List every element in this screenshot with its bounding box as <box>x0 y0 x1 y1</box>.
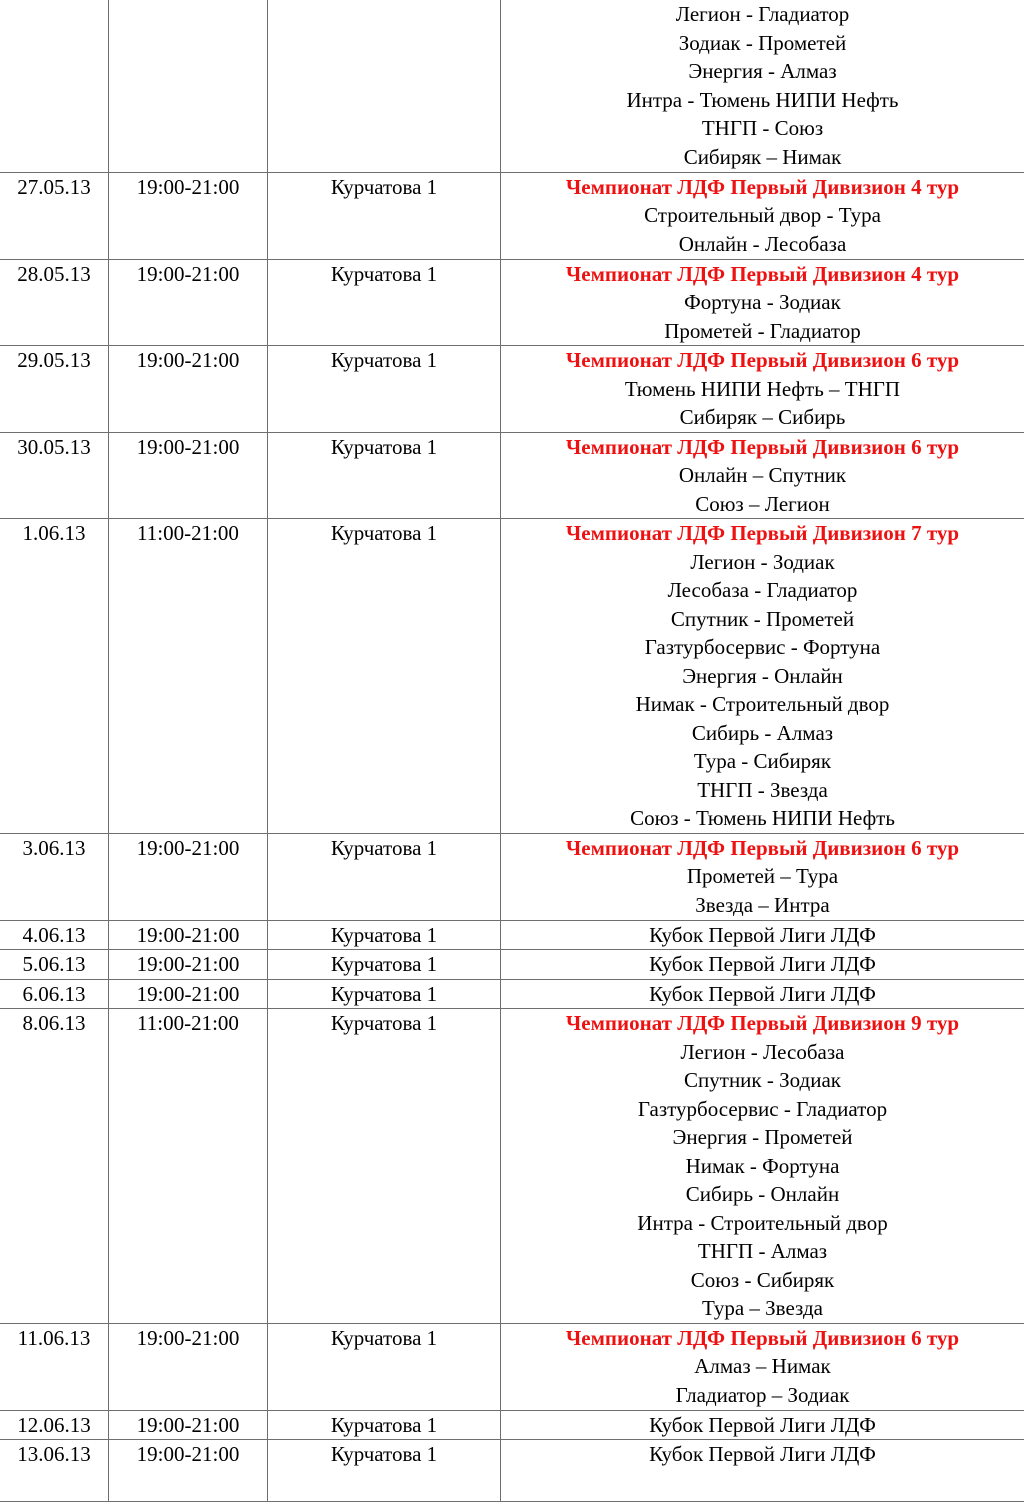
match-line: Звезда – Интра <box>501 891 1024 920</box>
date-cell: 27.05.13 <box>0 172 109 259</box>
match-line: Тура – Звезда <box>501 1294 1024 1323</box>
tournament-heading: Чемпионат ЛДФ Первый Дивизион 4 тур <box>501 260 1024 289</box>
matches-cell <box>501 1323 1024 1410</box>
schedule-row <box>0 346 1024 433</box>
schedule-row <box>0 172 1024 259</box>
time-cell: 19:00-21:00 <box>109 950 268 980</box>
match-line: Тура - Сибиряк <box>501 747 1024 776</box>
match-line: Онлайн - Лесобаза <box>501 230 1024 259</box>
match-line: Союз - Тюмень НИПИ Нефть <box>501 804 1024 833</box>
venue-cell <box>268 0 501 172</box>
venue-cell: Курчатова 1 <box>268 259 501 346</box>
match-line: Кубок Первой Лиги ЛДФ <box>501 1411 1024 1440</box>
schedule-row <box>0 833 1024 920</box>
match-line: Интра - Строительный двор <box>501 1209 1024 1238</box>
match-line: Союз - Сибиряк <box>501 1266 1024 1295</box>
match-line: Кубок Первой Лиги ЛДФ <box>501 950 1024 979</box>
matches-cell <box>501 1440 1024 1502</box>
venue-cell: Курчатова 1 <box>268 950 501 980</box>
match-line: Спутник - Зодиак <box>501 1066 1024 1095</box>
matches-cell <box>501 979 1024 1009</box>
match-line: Сибиряк – Сибирь <box>501 403 1024 432</box>
match-line: Сибирь - Онлайн <box>501 1180 1024 1209</box>
date-cell: 1.06.13 <box>0 519 109 834</box>
schedule-row <box>0 0 1024 172</box>
time-cell: 11:00-21:00 <box>109 1009 268 1324</box>
venue-cell: Курчатова 1 <box>268 172 501 259</box>
match-line: Энергия - Прометей <box>501 1123 1024 1152</box>
match-line: Гладиатор – Зодиак <box>501 1381 1024 1410</box>
tournament-heading: Чемпионат ЛДФ Первый Дивизион 9 тур <box>501 1009 1024 1038</box>
match-line: Нимак - Строительный двор <box>501 690 1024 719</box>
time-cell: 19:00-21:00 <box>109 1410 268 1440</box>
venue-cell: Курчатова 1 <box>268 920 501 950</box>
schedule-row <box>0 1009 1024 1324</box>
date-cell: 13.06.13 <box>0 1440 109 1502</box>
time-cell: 19:00-21:00 <box>109 1323 268 1410</box>
match-line: Энергия - Онлайн <box>501 662 1024 691</box>
schedule-row <box>0 920 1024 950</box>
match-line: Алмаз – Нимак <box>501 1352 1024 1381</box>
time-cell: 19:00-21:00 <box>109 259 268 346</box>
match-line: Прометей - Гладиатор <box>501 317 1024 346</box>
match-line: ТНГП - Союз <box>501 114 1024 143</box>
match-line: Энергия - Алмаз <box>501 57 1024 86</box>
time-cell: 19:00-21:00 <box>109 432 268 519</box>
venue-cell: Курчатова 1 <box>268 1410 501 1440</box>
date-cell: 28.05.13 <box>0 259 109 346</box>
venue-cell: Курчатова 1 <box>268 519 501 834</box>
match-line: Кубок Первой Лиги ЛДФ <box>501 1440 1024 1469</box>
date-cell: 11.06.13 <box>0 1323 109 1410</box>
schedule-row <box>0 432 1024 519</box>
date-cell: 5.06.13 <box>0 950 109 980</box>
matches-cell <box>501 172 1024 259</box>
tournament-heading: Чемпионат ЛДФ Первый Дивизион 4 тур <box>501 173 1024 202</box>
match-line: Сибиряк – Нимак <box>501 143 1024 172</box>
tournament-heading: Чемпионат ЛДФ Первый Дивизион 6 тур <box>501 433 1024 462</box>
venue-cell: Курчатова 1 <box>268 833 501 920</box>
date-cell: 4.06.13 <box>0 920 109 950</box>
match-line: Легион - Гладиатор <box>501 0 1024 29</box>
match-line: Лесобаза - Гладиатор <box>501 576 1024 605</box>
match-line: Газтурбосервис - Гладиатор <box>501 1095 1024 1124</box>
matches-cell <box>501 346 1024 433</box>
match-line: Зодиак - Прометей <box>501 29 1024 58</box>
date-cell <box>0 0 109 172</box>
schedule-row <box>0 1323 1024 1410</box>
time-cell: 19:00-21:00 <box>109 1440 268 1502</box>
matches-cell <box>501 1410 1024 1440</box>
schedule-row <box>0 259 1024 346</box>
time-cell: 11:00-21:00 <box>109 519 268 834</box>
match-line: Строительный двор - Тура <box>501 201 1024 230</box>
match-line: Кубок Первой Лиги ЛДФ <box>501 921 1024 950</box>
match-line: Сибирь - Алмаз <box>501 719 1024 748</box>
tournament-heading: Чемпионат ЛДФ Первый Дивизион 6 тур <box>501 1324 1024 1353</box>
venue-cell: Курчатова 1 <box>268 1323 501 1410</box>
schedule-row <box>0 950 1024 980</box>
schedule-row <box>0 979 1024 1009</box>
match-line: Фортуна - Зодиак <box>501 288 1024 317</box>
date-cell: 3.06.13 <box>0 833 109 920</box>
match-line: Интра - Тюмень НИПИ Нефть <box>501 86 1024 115</box>
venue-cell: Курчатова 1 <box>268 979 501 1009</box>
matches-cell <box>501 950 1024 980</box>
venue-cell: Курчатова 1 <box>268 1009 501 1324</box>
match-line: Кубок Первой Лиги ЛДФ <box>501 980 1024 1009</box>
matches-cell <box>501 833 1024 920</box>
date-cell: 29.05.13 <box>0 346 109 433</box>
venue-cell: Курчатова 1 <box>268 432 501 519</box>
matches-cell <box>501 519 1024 834</box>
matches-cell <box>501 920 1024 950</box>
match-line: Тюмень НИПИ Нефть – ТНГП <box>501 375 1024 404</box>
time-cell: 19:00-21:00 <box>109 920 268 950</box>
matches-cell <box>501 432 1024 519</box>
time-cell: 19:00-21:00 <box>109 172 268 259</box>
match-line: ТНГП - Алмаз <box>501 1237 1024 1266</box>
time-cell <box>109 0 268 172</box>
tournament-heading: Чемпионат ЛДФ Первый Дивизион 6 тур <box>501 346 1024 375</box>
match-line: Легион - Лесобаза <box>501 1038 1024 1067</box>
match-line: ТНГП - Звезда <box>501 776 1024 805</box>
venue-cell: Курчатова 1 <box>268 1440 501 1502</box>
date-cell: 30.05.13 <box>0 432 109 519</box>
match-line: Газтурбосервис - Фортуна <box>501 633 1024 662</box>
time-cell: 19:00-21:00 <box>109 833 268 920</box>
match-line: Легион - Зодиак <box>501 548 1024 577</box>
schedule-row <box>0 1410 1024 1440</box>
match-line: Союз – Легион <box>501 490 1024 519</box>
match-line: Онлайн – Спутник <box>501 461 1024 490</box>
time-cell: 19:00-21:00 <box>109 979 268 1009</box>
schedule-row <box>0 519 1024 834</box>
match-line: Нимак - Фортуна <box>501 1152 1024 1181</box>
matches-cell <box>501 0 1024 172</box>
matches-cell <box>501 259 1024 346</box>
tournament-heading: Чемпионат ЛДФ Первый Дивизион 7 тур <box>501 519 1024 548</box>
date-cell: 8.06.13 <box>0 1009 109 1324</box>
matches-cell <box>501 1009 1024 1324</box>
time-cell: 19:00-21:00 <box>109 346 268 433</box>
match-line: Прометей – Тура <box>501 862 1024 891</box>
match-line: Спутник - Прометей <box>501 605 1024 634</box>
date-cell: 6.06.13 <box>0 979 109 1009</box>
date-cell: 12.06.13 <box>0 1410 109 1440</box>
schedule-row <box>0 1440 1024 1502</box>
tournament-heading: Чемпионат ЛДФ Первый Дивизион 6 тур <box>501 834 1024 863</box>
venue-cell: Курчатова 1 <box>268 346 501 433</box>
